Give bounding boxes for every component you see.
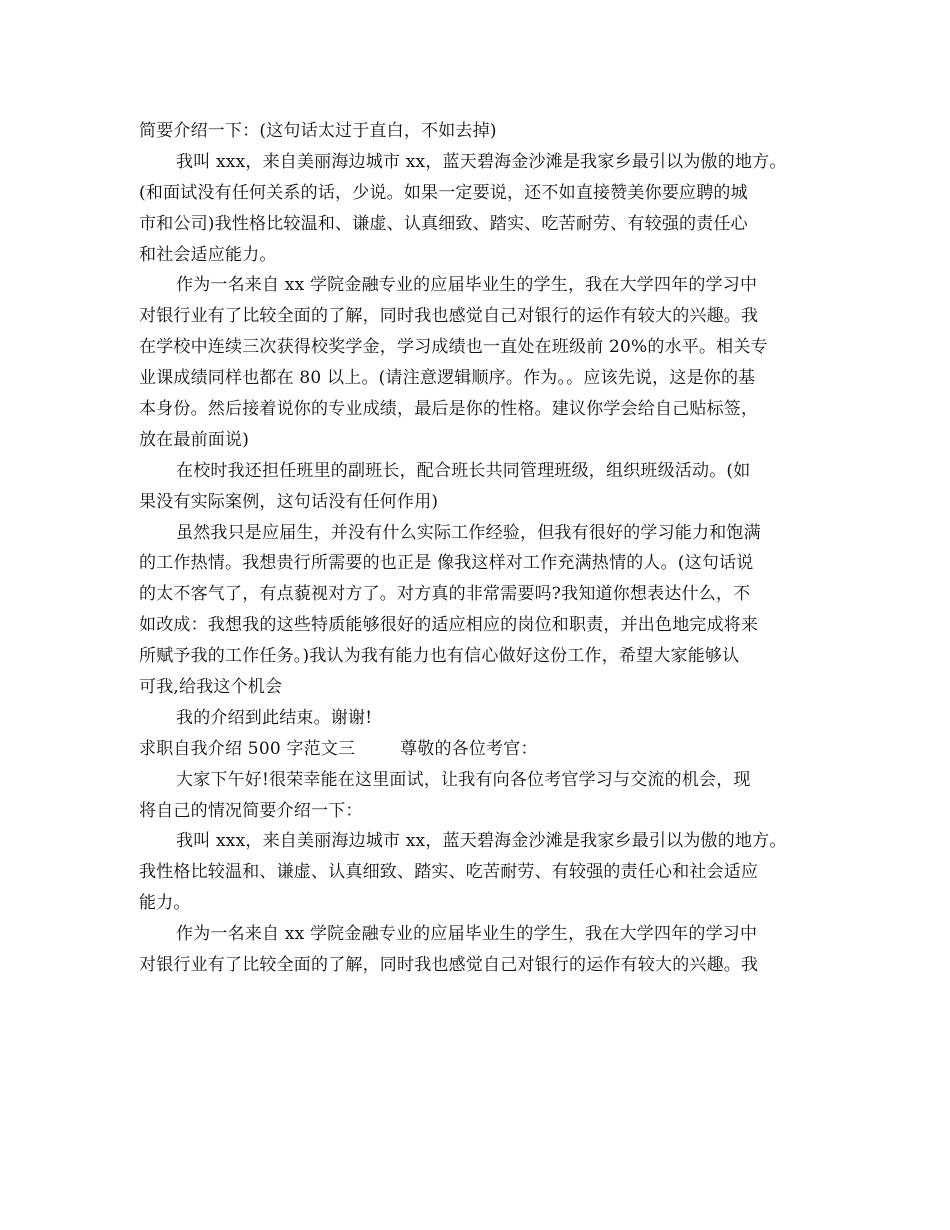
text-line: 在学校中连续三次获得校奖学金，学习成绩也一直处在班级前 20%的水平。相关专 <box>139 337 768 358</box>
text-line: 业课成绩同样也都在 80 以上。(请注意逻辑顺序。作为。。应该先说，这是你的基 <box>139 368 756 389</box>
text-line: 能力。 <box>139 893 191 914</box>
text-line: 市和公司)我性格比较温和、谦虚、认真细致、踏实、吃苦耐劳、有较强的责任心 <box>139 213 748 234</box>
text-line: 作为一名来自 xx 学院金融专业的应届毕业生的学生，我在大学四年的学习中 <box>176 924 758 945</box>
text-line: 在校时我还担任班里的副班长，配合班长共同管理班级，组织班级活动。(如 <box>176 460 751 481</box>
text-line: 求职自我介绍 500 字范文三 尊敬的各位考官： <box>139 738 538 759</box>
text-line: 放在最前面说) <box>139 429 250 450</box>
text-line: 和社会适应能力。 <box>139 244 277 265</box>
text-line: 虽然我只是应届生，并没有什么实际工作经验，但我有很好的学习能力和饱满 <box>176 522 761 543</box>
text-line: 的工作热情。我想贵行所需要的也正是 像我这样对工作充满热情的人。(这句话说 <box>139 553 754 574</box>
document-body <box>139 116 819 981</box>
text-line: 我性格比较温和、谦虚、认真细致、踏实、吃苦耐劳、有较强的责任心和社会适应 <box>139 862 759 883</box>
text-line: 我叫 xxx，来自美丽海边城市 xx，蓝天碧海金沙滩是我家乡最引以为傲的地方。 <box>176 151 787 172</box>
text-line: 作为一名来自 xx 学院金融专业的应届毕业生的学生，我在大学四年的学习中 <box>176 275 758 296</box>
text-line: 如改成：我想我的这些特质能够很好的适应相应的岗位和职责，并出色地完成将来 <box>139 615 759 636</box>
text-line: 果没有实际案例，这句话没有任何作用) <box>139 491 439 512</box>
text-line: 简要介绍一下：(这句话太过于直白，不如去掉) <box>139 121 497 141</box>
text-line: 所赋予我的工作任务。)我认为我有能力也有信心做好这份工作，希望大家能够认 <box>139 646 740 667</box>
text-line: 的太不客气了，有点藐视对方了。对方真的非常需要吗?我知道你想表达什么，不 <box>139 584 751 605</box>
text-line: 我的介绍到此结束。谢谢! <box>176 707 373 728</box>
text-line: 对银行业有了比较全面的了解，同时我也感觉自己对银行的运作有较大的兴趣。我 <box>139 955 759 976</box>
text-line: 将自己的情况简要介绍一下： <box>139 800 363 821</box>
text-line: (和面试没有任何关系的话，少说。如果一定要说，还不如直接赞美你要应聘的城 <box>139 182 748 203</box>
text-line: 可我,给我这个机会 <box>139 677 283 698</box>
text-line: 我叫 xxx，来自美丽海边城市 xx，蓝天碧海金沙滩是我家乡最引以为傲的地方。 <box>176 831 787 852</box>
text-line: 对银行业有了比较全面的了解，同时我也感觉自己对银行的运作有较大的兴趣。我 <box>139 306 759 327</box>
text-line: 本身份。然后接着说你的专业成绩，最后是你的性格。建议你学会给自己贴标签， <box>139 399 759 420</box>
text-line: 大家下午好!很荣幸能在这里面试，让我有向各位考官学习与交流的机会，现 <box>176 769 751 790</box>
